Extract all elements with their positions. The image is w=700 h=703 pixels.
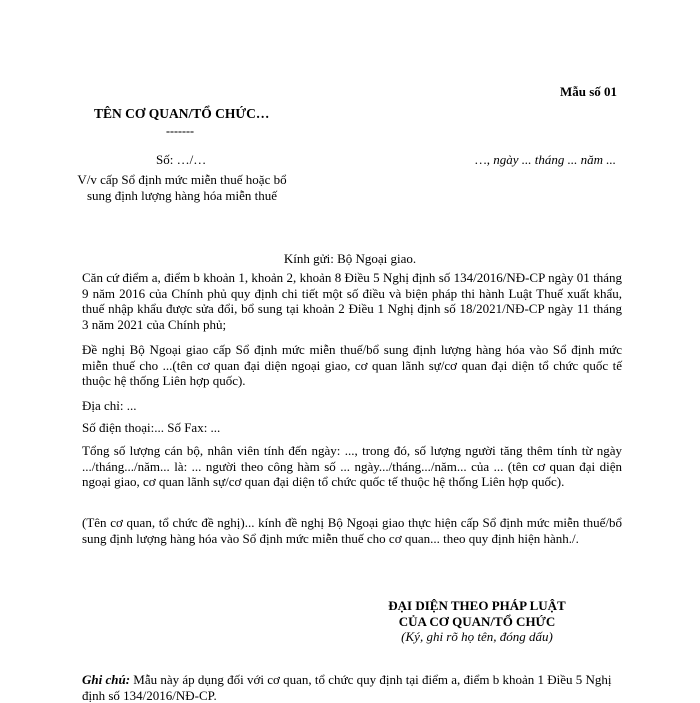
signature-block: [372, 598, 582, 645]
date-line: …, ngày ... tháng ... năm ...: [475, 152, 616, 167]
note-text: Mẫu này áp dụng đối với cơ quan, tổ chức quy định tại điểm a, điểm b khoản 1 Điều 5 Nghị định số 134/2016/NĐ-CP.: [82, 672, 612, 703]
signature-instruction: (Ký, ghi rõ họ tên, đóng dấu): [401, 629, 553, 644]
note: [82, 672, 622, 703]
separator: -------: [166, 124, 194, 138]
body-paragraph-1: [82, 270, 622, 332]
subject-line: V/v cấp Sổ định mức miễn thuế hoặc bổ sung định lượng hàng hóa miễn thuế: [77, 172, 287, 203]
paragraph-staff: Tổng số lượng cán bộ, nhân viên tính đến ngày: ..., trong đó, số lượng người tăng thêm tính từ ngày .../tháng.../năm... là: ... người theo công hàm số ... ngày.../tháng.../năm... của ... (tên cơ quan đại diện ngoại giao, cơ quan lãnh sự/cơ quan đại diện tổ chức quốc tế thuộc hệ thống Liên hợp quốc).: [82, 443, 622, 489]
signature-title-1: ĐẠI DIỆN THEO PHÁP LUẬT: [388, 598, 566, 613]
note-label: Ghi chú:: [82, 672, 131, 687]
paragraph-closing: (Tên cơ quan, tổ chức đề nghị)... kính đề nghị Bộ Ngoại giao thực hiện cấp Sổ định mức miễn thuế/bổ sung định lượng hàng hóa vào Sổ định mức miễn thuế cho cơ quan... theo quy định hiện hành./.: [82, 515, 622, 546]
document-number: Số: …/…: [156, 152, 207, 167]
paragraph-request: Đề nghị Bộ Ngoại giao cấp Sổ định mức miễn thuế/bổ sung định lượng hàng hóa vào Sổ định mức miễn thuế cho ...(tên cơ quan đại diện ngoại giao, cơ quan lãnh sự/cơ quan đại diện tổ chức quốc tế thuộc hệ thống Liên hợp quốc).: [82, 342, 622, 388]
address: Địa chỉ: ...: [82, 398, 137, 413]
organization-name: TÊN CƠ QUAN/TỔ CHỨC…: [94, 106, 270, 121]
address-line: [82, 398, 622, 414]
form-number: Mẫu số 01: [559, 84, 617, 99]
paragraph-legal-basis: Căn cứ điểm a, điểm b khoản 1, khoản 2, khoản 8 Điều 5 Nghị định số 134/2016/NĐ-CP ngày 01 tháng 9 năm 2016 của Chính phủ quy định chi tiết một số điều và biện pháp thi hành Luật Thuế xuất khẩu, thuế nhập khẩu được sửa đổi, bổ sung tại khoản 2 Điều 1 Nghị định số 18/2021/NĐ-CP ngày 11 tháng 3 năm 2021 của Chính phủ;: [82, 270, 622, 332]
phone-fax-line: [82, 420, 622, 436]
salutation: Kính gửi: Bộ Ngoại giao.: [283, 251, 417, 266]
signature-title-2: CỦA CƠ QUAN/TỔ CHỨC: [398, 613, 556, 629]
body-paragraph-4: [82, 515, 622, 546]
body-paragraph-2: [82, 342, 622, 389]
phone-fax: Số điện thoại:... Số Fax: ...: [82, 420, 221, 435]
body-paragraph-3: [82, 443, 622, 490]
